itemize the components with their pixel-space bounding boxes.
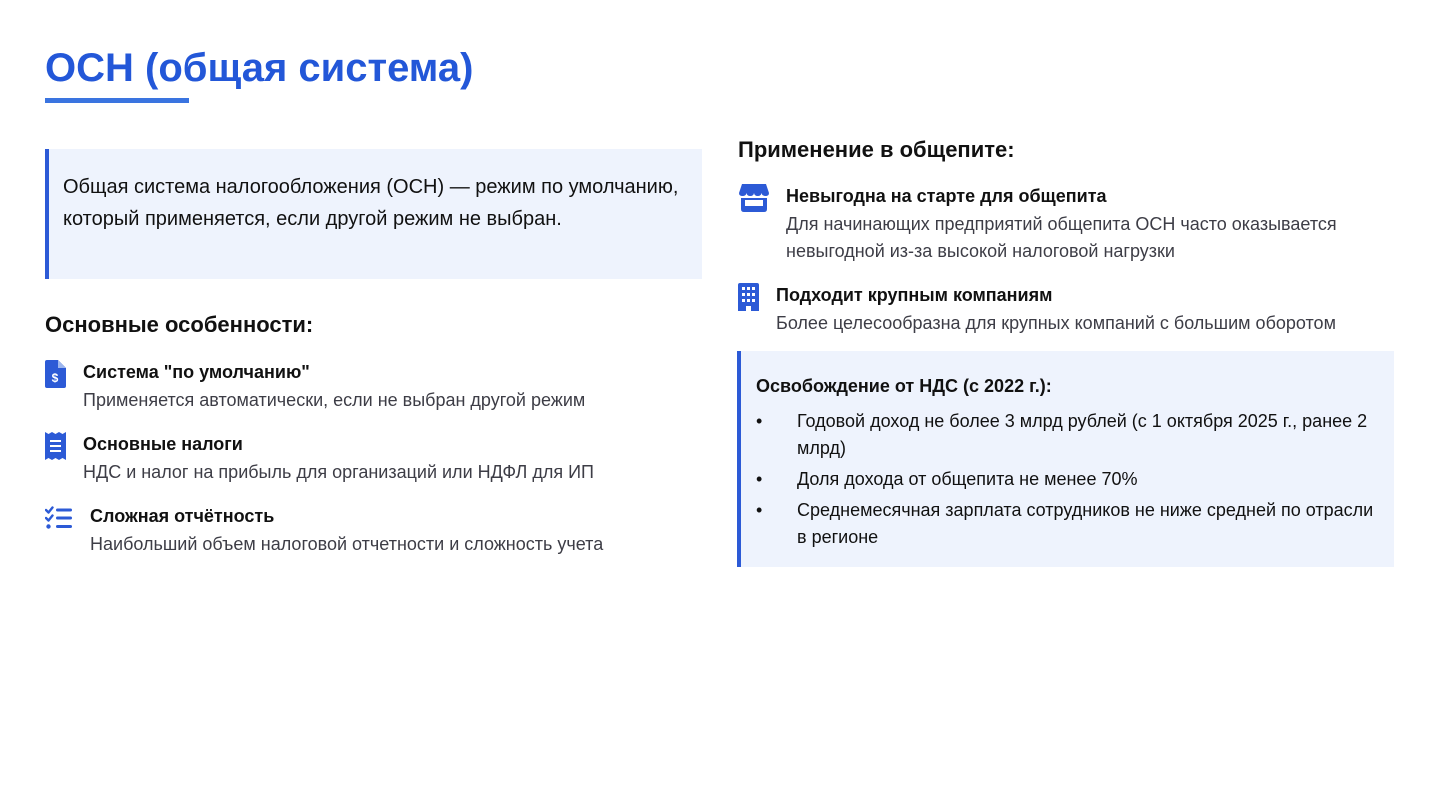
receipt-icon <box>45 432 66 465</box>
checklist-icon <box>45 506 73 535</box>
bullet-icon: • <box>756 411 763 431</box>
feature-title: Система "по умолчанию" <box>83 362 310 382</box>
page-title: ОСН (общая система) <box>45 46 474 90</box>
usage-heading: Применение в общепите: <box>738 137 1015 162</box>
bullet-icon: • <box>756 500 763 520</box>
usage-desc: Более целесообразна для крупных компаний с большим оборотом <box>776 313 1336 333</box>
building-icon <box>738 283 759 316</box>
feature-title: Основные налоги <box>83 434 243 454</box>
vat-conditions-list <box>756 408 1376 551</box>
title-underline <box>45 98 189 103</box>
list-item <box>756 408 1376 462</box>
svg-text:$: $ <box>51 371 59 385</box>
list-item-text: Доля дохода от общепита не менее 70% <box>797 469 1138 489</box>
feature-desc: НДС и налог на прибыль для организаций или НДФЛ для ИП <box>83 462 594 482</box>
usage-title: Невыгодна на старте для общепита <box>786 186 1107 206</box>
intro-callout <box>45 149 702 279</box>
feature-title: Сложная отчётность <box>90 506 275 526</box>
invoice-dollar-icon <box>45 360 66 393</box>
usage-desc: Для начинающих предприятий общепита ОСН часто оказывается невыгодной из-за высокой налоговой нагрузки <box>786 214 1337 261</box>
list-item <box>756 466 1376 493</box>
list-item <box>756 497 1376 551</box>
list-item-text: Среднемесячная зарплата сотрудников не ниже средней по отрасли в регионе <box>797 500 1374 547</box>
intro-text: Общая система налогообложения (ОСН) — режим по умолчанию, который применяется, если другой режим не выбран. <box>63 176 679 230</box>
list-item-text: Годовой доход не более 3 млрд рублей (с 1 октября 2025 г., ранее 2 млрд) <box>797 411 1368 458</box>
store-icon <box>739 184 769 217</box>
feature-desc: Применяется автоматически, если не выбран другой режим <box>83 390 586 410</box>
bullet-icon: • <box>756 469 763 489</box>
feature-desc: Наибольший объем налоговой отчетности и сложность учета <box>90 534 604 554</box>
usage-title: Подходит крупным компаниям <box>776 285 1053 305</box>
vat-exemption-callout <box>737 351 1394 567</box>
vat-heading: Освобождение от НДС (с 2022 г.): <box>756 376 1052 396</box>
features-heading: Основные особенности: <box>45 312 314 337</box>
